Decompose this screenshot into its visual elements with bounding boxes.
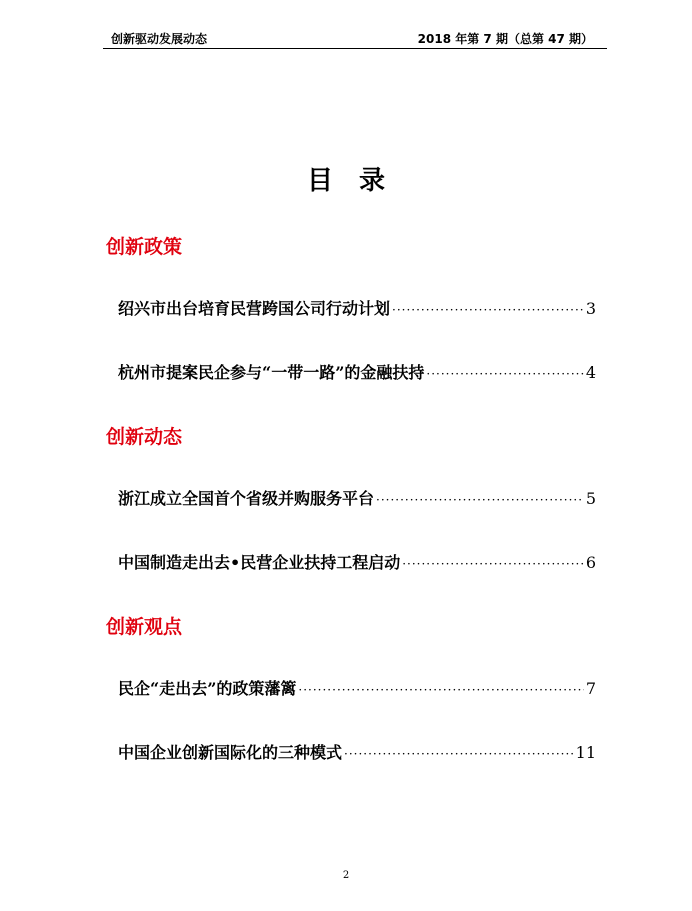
page-number: 2 xyxy=(342,870,350,881)
toc-title: 目录 xyxy=(306,166,411,196)
toc-leader-dots xyxy=(376,493,584,507)
toc-entry-title: 中国企业创新国际化的三种模式 xyxy=(118,743,343,762)
toc-entry-page: 11 xyxy=(575,743,596,762)
toc-entry[interactable] xyxy=(118,296,596,319)
section-heading-news: 创新动态 xyxy=(106,426,183,448)
section-heading-viewpoints: 创新观点 xyxy=(106,616,183,638)
toc-entry-page: 7 xyxy=(585,679,596,698)
page-header xyxy=(103,26,607,49)
header-publication-title: 创新驱动发展动态 xyxy=(111,32,208,46)
toc-entry[interactable] xyxy=(118,676,596,699)
toc-leader-dots xyxy=(426,367,583,381)
toc-leader-dots xyxy=(298,683,583,697)
toc-entry-page: 4 xyxy=(585,363,596,382)
header-issue-info: 2018 年第 7 期（总第 47 期） xyxy=(417,32,593,46)
toc-entry-page: 5 xyxy=(585,489,596,508)
section-heading-policy: 创新政策 xyxy=(106,236,183,258)
toc-entry[interactable] xyxy=(118,360,596,383)
toc-entry[interactable] xyxy=(118,550,596,573)
toc-entry-page: 3 xyxy=(585,299,596,318)
toc-entry-page: 6 xyxy=(585,553,596,572)
toc-entry[interactable] xyxy=(118,486,596,509)
toc-leader-dots xyxy=(344,747,574,761)
toc-entry-title: 绍兴市出台培育民营跨国公司行动计划 xyxy=(118,299,391,318)
toc-entry-title: 中国制造走出去•民营企业扶持工程启动 xyxy=(118,553,401,572)
toc-leader-dots xyxy=(392,303,584,317)
toc-entry-title: 杭州市提案民企参与“一带一路”的金融扶持 xyxy=(118,363,425,382)
toc-entry-title: 浙江成立全国首个省级并购服务平台 xyxy=(118,489,375,508)
toc-leader-dots xyxy=(402,557,584,571)
toc-entry[interactable] xyxy=(118,740,596,763)
toc-entry-title: 民企“走出去”的政策藩篱 xyxy=(118,679,297,698)
